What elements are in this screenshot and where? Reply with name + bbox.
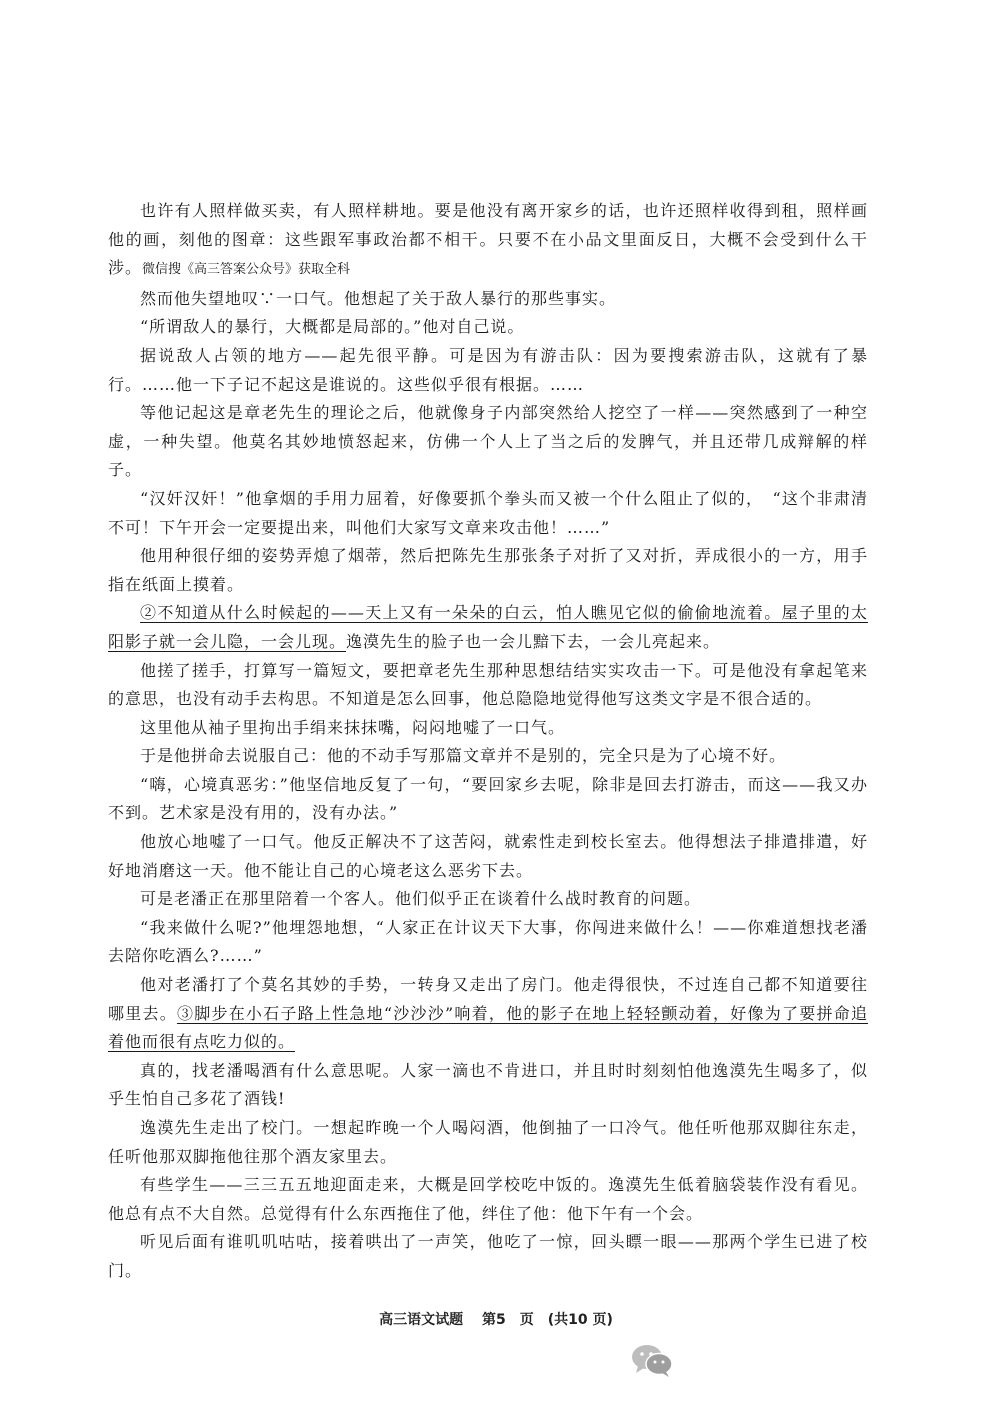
underlined-sentence-2: ②不知道从什么时候起的——天上又有一朵朵的白云，怕人瞧见它似的偷偷地流着。屋子里的太阳影子就一会儿隐，一会儿现。 xyxy=(108,603,868,651)
paragraph-17: 真的，找老潘喝酒有什么意思呢。人家一滴也不肯进口，并且时时刻刻怕他逸漠先生喝多了，似乎生怕自己多花了酒钱! xyxy=(108,1060,868,1109)
paragraph-text: 逸漠先生的脸子也一会儿黯下去，一会儿亮起来。 xyxy=(346,631,721,651)
paragraph-10: 这里他从袖子里拘出手绢来抹抹嘴，闷闷地嘘了一口气。 xyxy=(140,717,566,737)
paragraph-4: 据说敌人占领的地方——起先很平静。可是因为有游击队：因为要搜索游击队，这就有了暴行。……他一下子记不起这是谁说的。这些似乎很有根据。…… xyxy=(108,345,868,394)
page-footer: 高三语文试题 第5 页 (共10 页) xyxy=(379,1312,613,1328)
paragraph-20: 听见后面有谁叽叽咕咕，接着哄出了一声笑，他吃了一惊，回头瞟一眼——那两个学生已进了校门。 xyxy=(108,1232,868,1280)
paragraph-16 xyxy=(108,971,868,1057)
paragraph-8 xyxy=(108,599,868,656)
wechat-logo-icon xyxy=(630,1342,674,1378)
paragraph-11: 于是他拼命去说服自己：他的不动手写那篇文章并不是别的，完全只是为了心境不好。 xyxy=(140,746,787,766)
paragraph-18: 逸漠先生走出了校门。一想起昨晚一个人喝闷酒，他倒抽了一口冷气。他任听他那双脚往东走，任听他那双脚拖他往那个酒友家里去。 xyxy=(108,1118,868,1166)
paragraph-19: 有些学生——三三五五地迎面走来，大概是回学校吃中饭的。逸漠先生低着脑袋装作没有看见。他总有点不大自然。总觉得有什么东西拖住了他，绊住了他：他下午有一个会。 xyxy=(108,1175,868,1223)
paragraph-13: 他放心地嘘了一口气。他反正解决不了这苦闷，就索性走到校长室去。他得想法子排遣排遣，好好地消磨这一天。他不能让自己的心境老这么恶劣下去。 xyxy=(108,832,868,880)
underlined-sentence-3: ③脚步在小石子路上性急地“沙沙沙”响着，他的影子在地上轻轻颤动着，好像为了要拼命追着他而很有点吃力似的。 xyxy=(108,1003,868,1052)
document-body xyxy=(108,197,868,1286)
paragraph-3: “所谓敌人的暴行，大概都是局部的。”他对自己说。 xyxy=(140,317,525,337)
paragraph-6: “汉奸汉奸！”他拿烟的手用力屈着，好像要抓个拳头而又被一个什么阻止了似的， “这个非肃清不可！下午开会一定要提出来，叫他们大家写文章来攻击他！……” xyxy=(108,488,868,537)
paragraph-9: 他搓了搓手，打算写一篇短文，要把章老先生那种思想结结实实攻击一下。可是他没有拿起笔来的意思，也没有动手去构思。不知道是怎么回事，他总隐隐地觉得他写这类文字是不很合适的。 xyxy=(108,660,868,709)
paragraph-14: 可是老潘正在那里陪着一个客人。他们似乎正在谈着什么战时教育的问题。 xyxy=(140,889,702,909)
paragraph-1 xyxy=(108,197,868,285)
paragraph-12: “嗨，心境真恶劣：”他坚信地反复了一句，“要回家乡去呢，除非是回去打游击，而这——我又办不到。艺术家是没有用的，没有办法。” xyxy=(108,774,868,823)
paragraph-text: 他对老潘打了个莫名其妙的手势，一转身又走出了房门。他走得很快，不过连自己都不知道要往哪里去。 xyxy=(108,975,868,1023)
paragraph-15: “我来做什么呢?”他埋怨地想，“人家正在计议天下大事，你闯进来做什么！——你难道想找老潘去陪你吃酒么?……” xyxy=(108,917,868,966)
paragraph-7: 他用种很仔细的姿势弄熄了烟蒂，然后把陈先生那张条子对折了又对折，弄成很小的一方，用手指在纸面上摸着。 xyxy=(108,546,868,594)
paragraph-2: 然而他失望地叹∵一口气。他想起了关于敌人暴行的那些事实。 xyxy=(140,288,617,308)
paragraph-5: 等他记起这是章老先生的理论之后，他就像身子内部突然给人挖空了一样——突然感到了一种空虚，一种失望。他莫名其妙地愤怒起来，仿佛一个人上了当之后的发脾气，并且还带几成辩解的样子。 xyxy=(108,403,868,480)
watermark-note: 微信搜《高三答案公众号》获取全科 xyxy=(142,262,351,278)
paragraph-text: 也许有人照样做买卖，有人照样耕地。要是他没有离开家乡的话，也许还照样收得到租，照样画他的画，刻他的图章：这些跟军事政治都不相干。只要不在小品文里面反日，大概不会受到什么干涉。 xyxy=(108,201,868,278)
